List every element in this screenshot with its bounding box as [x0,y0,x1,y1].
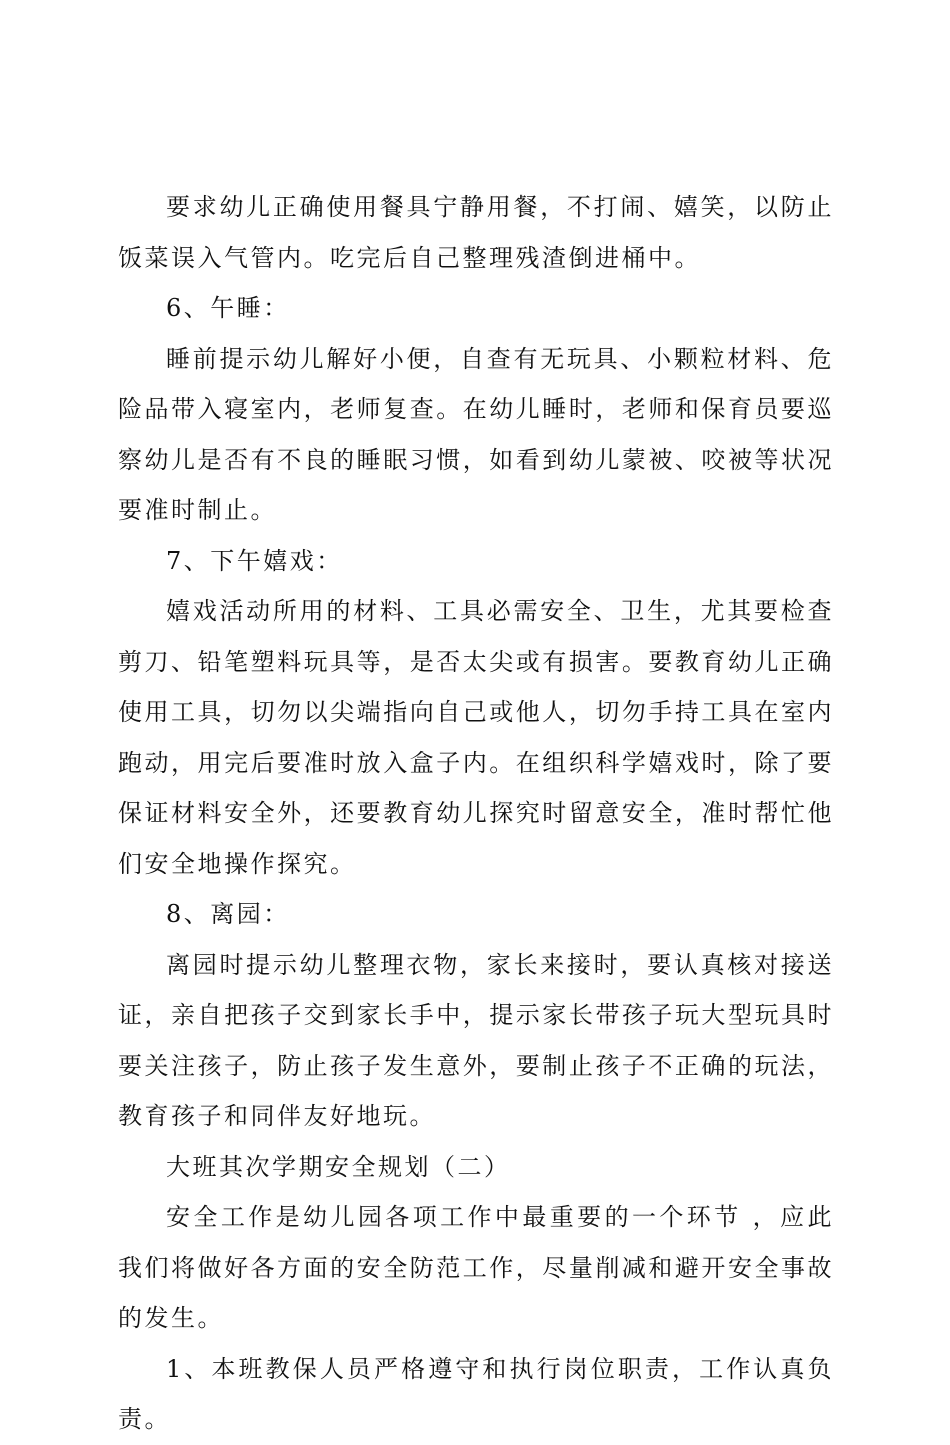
paragraph-safety-intro: 安全工作是幼儿园各项工作中最重要的一个环节 ，应此我们将做好各方面的安全防范工作，尽量削减和避开安全事故的发生。 [118,1203,834,1332]
paragraph-nap: 睡前提示幼儿解好小便，自查有无玩具、小颗粒材料、危险品带入寝室内，老师复查。在幼儿睡时，老师和保育员要巡察幼儿是否有不良的睡眠习惯，如看到幼儿蒙被、咬被等状况要准时制止。 [118,344,834,524]
heading-nap: 6、午睡： [166,294,290,322]
section-title-plan-two: 大班其次学期安全规划（二） [166,1152,511,1181]
heading-afternoon-play: 7、下午嬉戏： [166,546,343,575]
heading-leaving: 8、离园： [166,900,290,928]
paragraph-afternoon-play: 嬉戏活动所用的材料、工具必需安全、卫生，尤其要检查剪刀、铅笔塑料玩具等，是否太尖或有损害。要教育幼儿正确使用工具，切勿以尖端指向自己或他人，切勿手持工具在室内跑动，用完后要准时放入盒子内。在组织科学嬉戏时，除了要保证材料安全外，还要教育幼儿探究时留意安全，准时帮忙他们安全地操作探究。 [118,597,834,878]
paragraph-leaving: 离园时提示幼儿整理衣物，家长来接时，要认真核对接送证，亲自把孩子交到家长手中，提示家长带孩子玩大型玩具时要关注孩子，防止孩子发生意外，要制止孩子不正确的玩法，教育孩子和同伴友好地玩。 [118,950,834,1130]
paragraph-lunch-rules: 要求幼儿正确使用餐具宁静用餐，不打闹、嬉笑，以防止饭菜误入气管内。吃完后自己整理残渣倒进桶中。 [118,193,834,272]
document-body [118,182,834,1445]
paragraph-item-1: 1、本班教保人员严格遵守和执行岗位职责，工作认真负责。 [118,1354,834,1433]
